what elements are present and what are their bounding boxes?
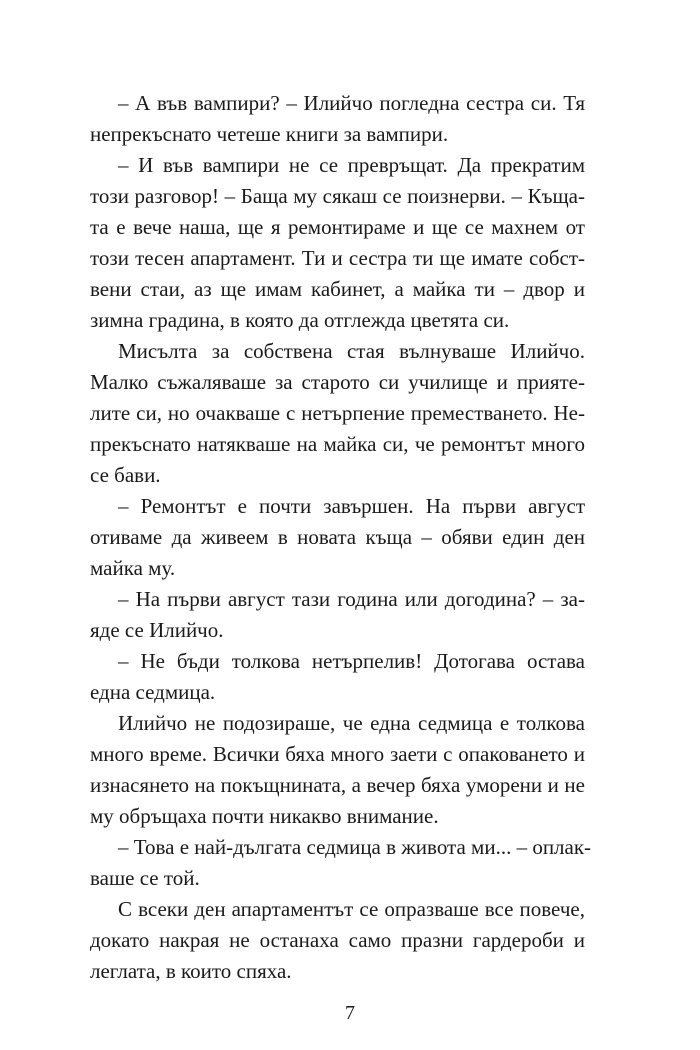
text-line: С всеки ден апартаментът се опразваше все повече, — [118, 897, 585, 921]
text-line: – Това е най-дългата седмица в живота ми... – оплак- — [118, 835, 592, 859]
text-line: изнасянето на покъщнината, а вечер бяха уморени и не — [90, 773, 585, 797]
text-line: Илийчо не подозираше, че една седмица е толкова — [118, 711, 585, 735]
text-line: Мисълта за собствена стая вълнуваше Илийчо. — [118, 339, 585, 363]
text-line: яде се Илийчо. — [90, 618, 224, 642]
text-line: майка му. — [90, 556, 176, 580]
text-line: – Ремонтът е почти завършен. На първи август — [118, 494, 585, 518]
text-line: – На първи август тази година или догодина? – за- — [118, 587, 585, 611]
text-line: прекъснато натякваше на майка си, че ремонтът много — [90, 432, 585, 456]
text-line: Малко съжаляваше за старото си училище и прияте- — [90, 370, 585, 394]
text-line: една седмица. — [90, 680, 216, 704]
text-line: много време. Всички бяха много заети с опаковането и — [90, 742, 585, 766]
text-line: този тесен апартамент. Ти и сестра ти ще имате собст- — [90, 246, 585, 270]
text-line: – Не бъди толкова нетърпелив! Дотогава остава — [118, 649, 585, 673]
text-line: отиваме да живеем в новата къща – обяви един ден — [90, 525, 585, 549]
text-line: лите си, но очакваше с нетърпение преместването. Не- — [90, 401, 585, 425]
text-line: му обръщаха почти никакво внимание. — [90, 804, 439, 828]
text-line: непрекъснато четеше книги за вампири. — [90, 122, 449, 146]
text-line: та е вече наша, ще я ремонтираме и ще се махнем от — [90, 215, 585, 239]
text-line: ваше се той. — [90, 866, 200, 890]
text-line: зимна градина, в която да отглежда цветята си. — [90, 308, 510, 332]
text-line: се бави. — [90, 463, 161, 487]
text-line: вени стаи, аз ще имам кабинет, а майка ти – двор и — [90, 277, 585, 301]
text-line: – А във вампири? – Илийчо погледна сестра си. Тя — [118, 91, 585, 115]
page-number: 7 — [345, 1002, 355, 1024]
text-line: докато накрая не останаха само празни гардероби и — [90, 928, 585, 952]
text-line: леглата, в които спяха. — [90, 959, 292, 983]
text-line: този разговор! – Баща му сякаш се поизнерви. – Къща- — [90, 184, 585, 208]
text-line: – И във вампири не се превръщат. Да прекратим — [118, 153, 585, 177]
